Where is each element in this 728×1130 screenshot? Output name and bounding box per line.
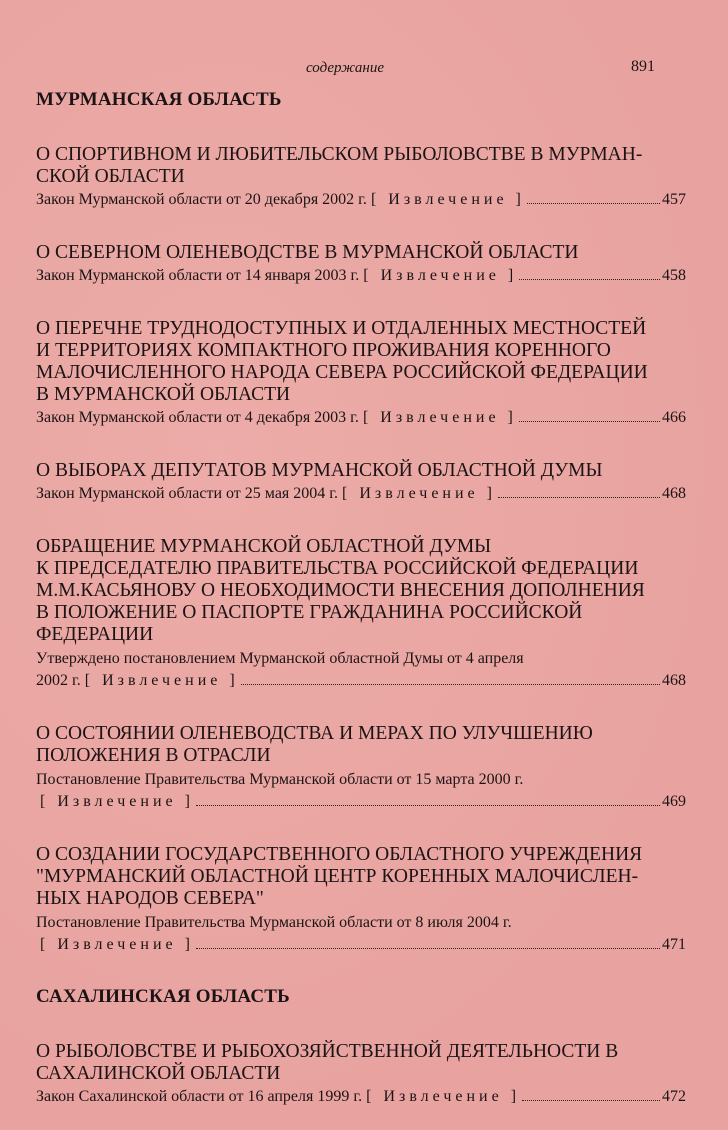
excerpt-note: [ Извлечение ] <box>362 409 517 426</box>
toc-entry <box>36 242 686 286</box>
entry-reference-line <box>36 484 686 504</box>
entry-title-line: И ТЕРРИТОРИЯХ КОМПАКТНОГО ПРОЖИВАНИЯ КОРЕННОГО <box>36 340 611 361</box>
entry-title <box>36 144 686 188</box>
entry-reference-line <box>36 190 686 210</box>
entry-title <box>36 242 686 264</box>
dot-leader <box>498 497 660 498</box>
entry-title <box>36 460 686 482</box>
running-head <box>0 58 728 82</box>
entry-title-line: МАЛОЧИСЛЕННОГО НАРОДА СЕВЕРА РОССИЙСКОЙ ФЕДЕРАЦИИ <box>36 362 648 383</box>
excerpt-note: [ Извлечение ] <box>363 267 518 284</box>
toc-entry <box>36 318 686 428</box>
entry-reference-text: Закон Мурманской области от 25 мая 2004 г. [ Извлечение ] <box>36 485 496 502</box>
section-heading: МУРМАНСКАЯ ОБЛАСТЬ <box>36 89 282 110</box>
excerpt-note: [ Извлечение ] <box>342 485 496 502</box>
section-heading: САХАЛИНСКАЯ ОБЛАСТЬ <box>36 986 290 1007</box>
entry-page-number: 468 <box>662 672 686 689</box>
dot-leader <box>196 948 660 949</box>
excerpt-note: [ Извлечение ] <box>40 936 194 953</box>
entry-source: Постановление Правительства Мурманской области от 15 марта 2000 г. <box>36 771 524 788</box>
entry-page-number: 468 <box>662 485 686 502</box>
entry-title-line: О СОЗДАНИИ ГОСУДАРСТВЕННОГО ОБЛАСТНОГО УЧРЕЖДЕНИЯ <box>36 844 643 865</box>
page-number: 891 <box>631 58 655 75</box>
entry-title-line: О РЫБОЛОВСТВЕ И РЫБОХОЗЯЙСТВЕННОЙ ДЕЯТЕЛЬНОСТИ В <box>36 1041 619 1062</box>
entry-reference-text <box>36 935 194 955</box>
excerpt-note: [ Извлечение ] <box>40 793 194 810</box>
toc-entry <box>36 1041 686 1107</box>
entry-title-line: О ВЫБОРАХ ДЕПУТАТОВ МУРМАНСКОЙ ОБЛАСТНОЙ ДУМЫ <box>36 460 603 481</box>
running-title: содержание <box>306 60 384 76</box>
entry-title-line: ФЕДЕРАЦИИ <box>36 624 154 645</box>
toc-entry <box>36 844 686 955</box>
entry-title-line: САХАЛИНСКОЙ ОБЛАСТИ <box>36 1063 281 1084</box>
entry-title <box>36 723 686 767</box>
dot-leader <box>519 421 660 422</box>
excerpt-note: [ Извлечение ] <box>366 1088 521 1105</box>
entry-title <box>36 844 686 910</box>
dot-leader <box>241 684 660 685</box>
entry-reference-line <box>36 408 686 428</box>
entry-title-line: М.М.КАСЬЯНОВУ О НЕОБХОДИМОСТИ ВНЕСЕНИЯ ДОПОЛНЕНИЯ <box>36 580 645 601</box>
entry-title-line: О СОСТОЯНИИ ОЛЕНЕВОДСТВА И МЕРАХ ПО УЛУЧШЕНИЮ <box>36 723 593 744</box>
entry-title-line: О ПЕРЕЧНЕ ТРУДНОДОСТУПНЫХ И ОТДАЛЕННЫХ МЕСТНОСТЕЙ <box>36 318 647 339</box>
entry-title-line: ОБРАЩЕНИЕ МУРМАНСКОЙ ОБЛАСТНОЙ ДУМЫ <box>36 536 492 557</box>
entry-title-line: В МУРМАНСКОЙ ОБЛАСТИ <box>36 384 291 405</box>
entry-reference-text: 2002 г. [ Извлечение ] <box>36 672 239 689</box>
entry-reference-line <box>36 671 686 691</box>
entry-source: Постановление Правительства Мурманской области от 8 июля 2004 г. <box>36 914 512 931</box>
entry-reference-line <box>36 1087 686 1107</box>
entry-title-line: СКОЙ ОБЛАСТИ <box>36 166 185 187</box>
toc-entry <box>36 536 686 691</box>
toc-entry <box>36 460 686 504</box>
entry-title-line: НЫХ НАРОДОВ СЕВЕРА" <box>36 888 264 909</box>
entry-page-number: 472 <box>662 1088 686 1105</box>
toc-entry <box>36 723 686 812</box>
entry-title-line: О СЕВЕРНОМ ОЛЕНЕВОДСТВЕ В МУРМАНСКОЙ ОБЛАСТИ <box>36 242 579 263</box>
entry-title-line: О СПОРТИВНОМ И ЛЮБИТЕЛЬСКОМ РЫБОЛОВСТВЕ В МУРМАН- <box>36 144 643 165</box>
entry-page-number: 458 <box>662 267 686 284</box>
excerpt-note: [ Извлечение ] <box>84 672 239 689</box>
entry-page-number: 471 <box>662 936 686 953</box>
dot-leader <box>196 805 660 806</box>
entry-title-line: ПОЛОЖЕНИЯ В ОТРАСЛИ <box>36 745 271 766</box>
entry-page-number: 457 <box>662 191 686 208</box>
entry-reference-line <box>36 792 686 812</box>
entry-reference-line <box>36 266 686 286</box>
toc-entry <box>36 144 686 210</box>
entry-reference-text: Закон Мурманской области от 14 января 2003 г. [ Извлечение ] <box>36 267 518 284</box>
entry-title <box>36 1041 686 1085</box>
entry-reference-text: Закон Сахалинской области от 16 апреля 1999 г. [ Извлечение ] <box>36 1088 521 1105</box>
entry-source: Утверждено постановлением Мурманской областной Думы от 4 апреля <box>36 650 524 667</box>
entry-title-line: К ПРЕДСЕДАТЕЛЮ ПРАВИТЕЛЬСТВА РОССИЙСКОЙ ФЕДЕРАЦИИ <box>36 558 639 579</box>
table-of-contents <box>36 88 686 1107</box>
dot-leader <box>527 203 660 204</box>
entry-reference-line <box>36 935 686 955</box>
entry-reference-text <box>36 792 194 812</box>
dot-leader <box>522 1100 660 1101</box>
entry-reference-text: Закон Мурманской области от 4 декабря 2003 г. [ Извлечение ] <box>36 409 517 426</box>
entry-reference-text: Закон Мурманской области от 20 декабря 2002 г. [ Извлечение ] <box>36 191 525 208</box>
entry-title-line: В ПОЛОЖЕНИЕ О ПАСПОРТЕ ГРАЖДАНИНА РОССИЙСКОЙ <box>36 602 583 623</box>
excerpt-note: [ Извлечение ] <box>370 191 525 208</box>
entry-title <box>36 318 686 406</box>
entry-page-number: 469 <box>662 793 686 810</box>
dot-leader <box>519 279 660 280</box>
entry-page-number: 466 <box>662 409 686 426</box>
entry-title-line: "МУРМАНСКИЙ ОБЛАСТНОЙ ЦЕНТР КОРЕННЫХ МАЛОЧИСЛЕН- <box>36 866 639 887</box>
entry-title <box>36 536 686 646</box>
